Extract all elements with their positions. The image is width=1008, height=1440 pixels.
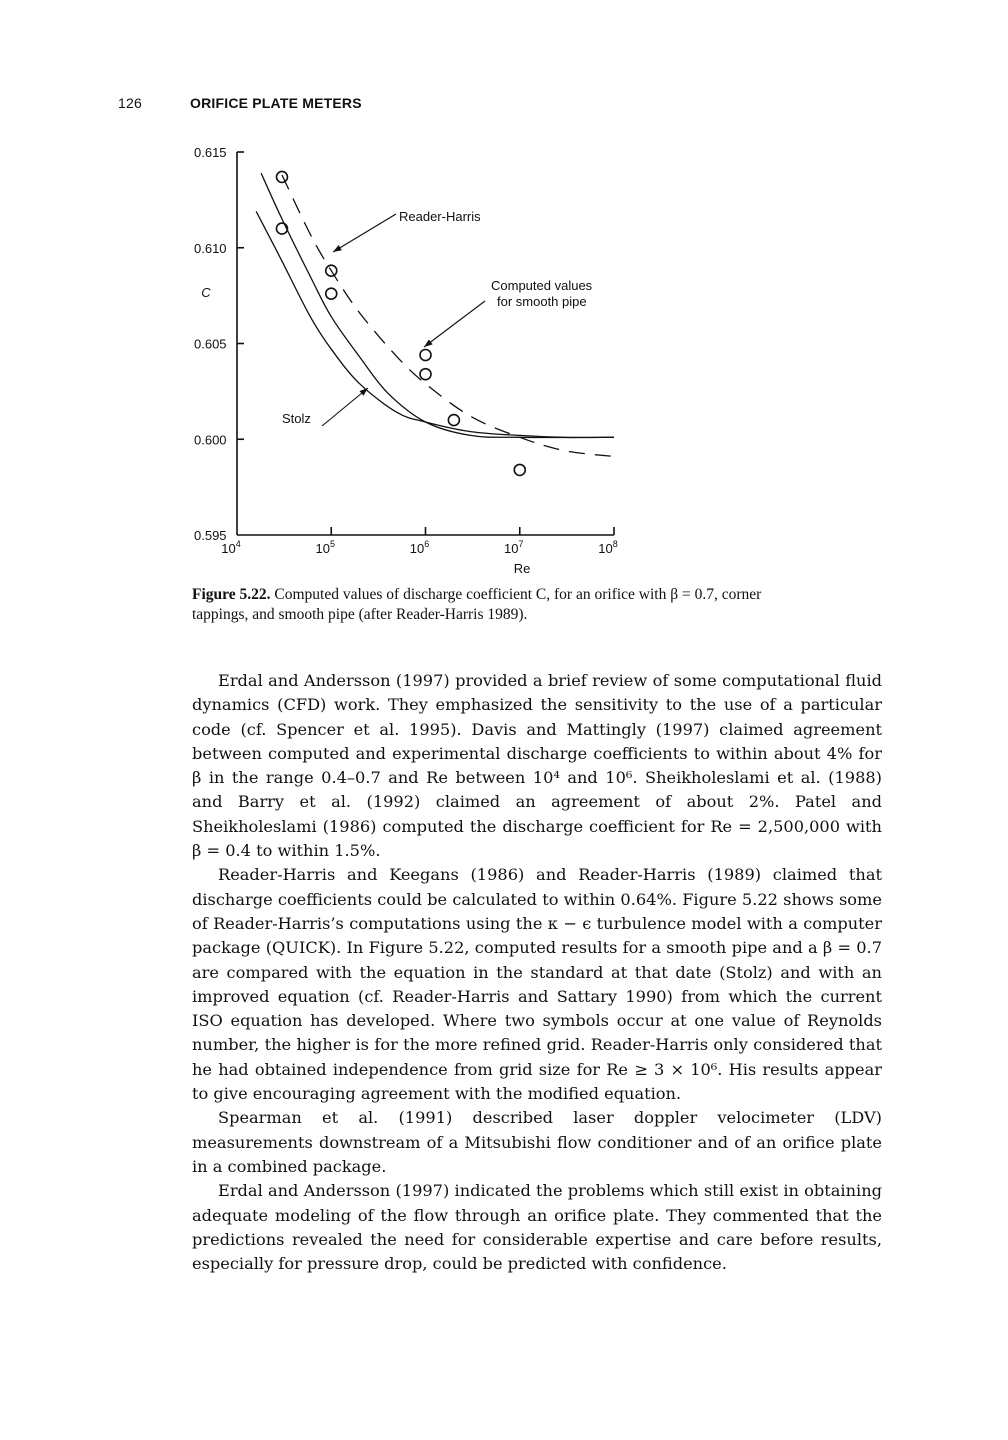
y-tick-label: 0.600 [194, 432, 227, 448]
x-tick-label: $10^5$ [315, 539, 335, 556]
annotation-label: Computed values [491, 278, 593, 293]
annotation-label: Stolz [282, 411, 311, 426]
x-tick-label: $10^6$ [409, 539, 430, 556]
computed-value-marker [448, 415, 459, 426]
x-tick-label: $10^4$ [221, 539, 241, 556]
paragraph: Erdal and Andersson (1997) indicated the problems which still exist in obtaining adequate modeling of the flow through an orifice plate. They commented that the predictions revealed the need for considerable expertise and care before results, especially for pressure drop, could be predicted with confidence. [192, 1181, 882, 1274]
figure-caption [192, 585, 792, 625]
figure-caption-text: Computed values of discharge coefficient C, for an orifice with β = 0.7, corner tappings, and smooth pipe (after Reader-Harris 1989). [192, 586, 762, 623]
y-tick-label: 0.610 [194, 240, 227, 256]
page-number: 126 [118, 95, 142, 111]
arrowhead [333, 245, 342, 252]
paragraph: Spearman et al. (1991) described laser doppler velocimeter (LDV) measurements downstream of a Mitsubishi flow conditioner and of an orifice plate in a combined package. [192, 1108, 882, 1176]
x-tick-label: $10^8$ [598, 539, 618, 556]
y-tick-label: 0.595 [194, 528, 227, 543]
computed-value-marker [420, 369, 431, 380]
leader-line [333, 214, 396, 252]
computed-value-marker [514, 464, 525, 475]
annotation-label: for smooth pipe [497, 294, 587, 309]
computed-value-marker [276, 223, 287, 234]
computed-value-marker [326, 288, 337, 299]
figure-caption-label: Figure 5.22. [192, 586, 271, 603]
running-title: ORIFICE PLATE METERS [190, 95, 362, 111]
stolz-curve [256, 211, 614, 437]
discharge-coefficient-chart [0, 0, 1008, 600]
annotation-label: Reader-Harris [399, 209, 481, 224]
y-tick-label: 0.615 [194, 145, 227, 160]
computed-value-marker [420, 349, 431, 360]
computed-value-marker [276, 171, 287, 182]
arrowhead [424, 339, 433, 347]
leader-line [322, 388, 368, 426]
chart-labels [194, 145, 618, 576]
body-text [192, 669, 882, 1276]
paragraph: Reader-Harris and Keegans (1986) and Reader-Harris (1989) claimed that discharge coefficients could be calculated to within 0.64%. Figure 5.22 shows some of Reader-Harris’s computations using the κ − ϵ turbulence model with a computer package (QUICK). In Figure 5.22, computed results for a smooth pipe and a β = 0.7 are compared with the equation in the standard at that date (Stolz) and with an improved equation (cf. Reader-Harris and Sattary 1990) from which the current ISO equation has developed. Where two symbols occur at one value of Reynolds number, the higher is for the more refined grid. Reader-Harris only considered that he had obtained independence from grid size for Re ≥ 3 × 10⁶. His results appear to give encouraging agreement with the modified equation. [192, 865, 882, 1104]
paragraph: Erdal and Andersson (1997) provided a brief review of some computational fluid dynamics (CFD) work. They emphasized the sensitivity to the use of a particular code (cf. Spencer et al. 1995). Davis and Mattingly (1997) claimed agreement between computed and experimental discharge coefficients to within about 4% for β in the range 0.4–0.7 and Re between 10⁴ and 10⁶. Sheikholeslami et al. (1988) and Barry et al. (1992) claimed an agreement of about 2%. Patel and Sheikholeslami (1986) computed the discharge coefficient for Re = 2,500,000 with β = 0.4 to within 1.5%. [192, 671, 882, 861]
x-axis-label: Re [513, 561, 531, 576]
y-tick-label: 0.605 [194, 336, 227, 352]
y-axis-label: C [201, 285, 211, 300]
x-tick-label: $10^7$ [504, 539, 524, 556]
leader-line [424, 301, 485, 347]
